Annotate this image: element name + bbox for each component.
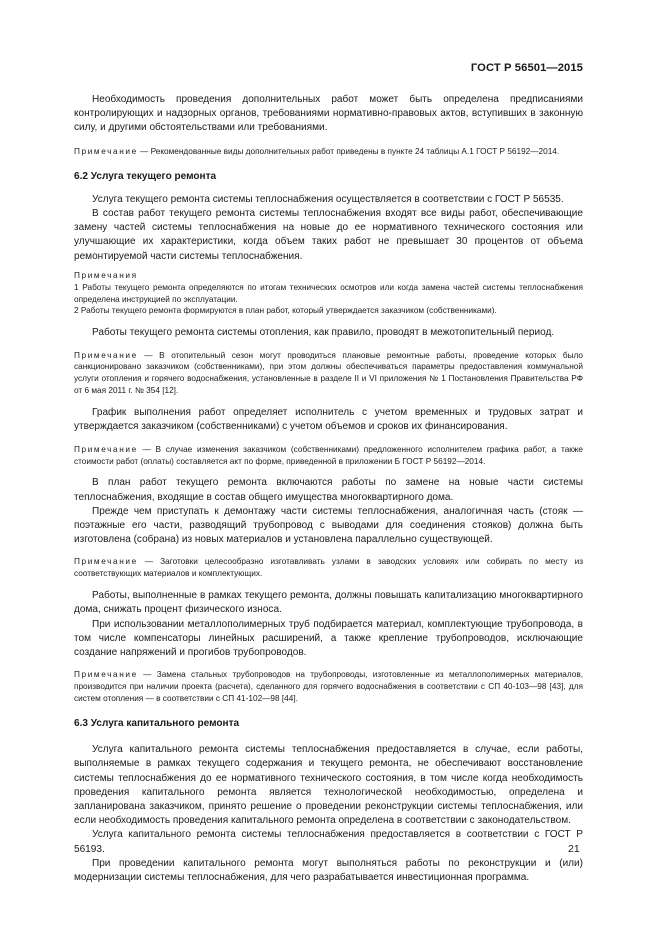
section-heading-6-3: 6.3 Услуга капитального ремонта bbox=[74, 717, 240, 729]
note bbox=[74, 444, 583, 468]
paragraph: При проведении капитального ремонта могут выполняться работы по реконструкции и (или) модернизации системы теплоснабжения, для чего разрабатывается инвестиционная программа. bbox=[74, 857, 583, 883]
paragraph: Необходимость проведения дополнительных работ может быть определена предписаниями контролирующих и надзорных органов, требованиями нормативно-правовых актов, вступивших в законную силу, и другими обстоятельствами или требованиями. bbox=[74, 94, 583, 134]
note-text: — Замена стальных трубопроводов на трубопроводы, изготовленные из металлополимерных материалов, производится при наличии проекта (расчета), сделанного для горячего водоснабжения в соответствии с СП 40-103—98 [43], для систем отопления — в соответствии с СП 41-102—98 [44]. bbox=[74, 670, 583, 704]
paragraph: Работы, выполненные в рамках текущего ремонта, должны повышать капитализацию многоквартирного дома, снижать процент физического износа. bbox=[74, 590, 583, 616]
note-label: Примечание bbox=[74, 350, 138, 360]
note-text: — Рекомендованные виды дополнительных работ приведены в пункте 24 таблицы А.1 ГОСТ Р 56192—2014. bbox=[137, 146, 560, 156]
note bbox=[74, 350, 583, 398]
document-header: ГОСТ Р 56501—2015 bbox=[470, 62, 583, 74]
notes-label: Примечания bbox=[74, 270, 138, 280]
note: 1 Работы текущего ремонта определяются по итогам технических осмотров или когда замена частей системы теплоснабжения определена инструкцией по эксплуатации. bbox=[74, 282, 583, 304]
note-text: — Заготовки целесообразно изготавливать узлами в заводских условиях или собирать по месту из соответствующих материалов и комплектующих. bbox=[74, 557, 583, 579]
note bbox=[74, 146, 583, 158]
page-content bbox=[74, 93, 583, 885]
note bbox=[74, 669, 583, 705]
note bbox=[74, 556, 583, 580]
note-label: Примечание bbox=[74, 146, 138, 156]
section-heading-6-2: 6.2 Услуга текущего ремонта bbox=[74, 170, 217, 182]
page-number: 21 bbox=[568, 843, 580, 855]
note: 2 Работы текущего ремонта формируются в план работ, который утверждается заказчиком (собственниками). bbox=[74, 306, 497, 316]
note-label: Примечание bbox=[74, 557, 138, 567]
paragraph: В план работ текущего ремонта включаются работы по замене на новые части системы теплоснабжения, входящие в состав общего имущества многоквартирного дома. bbox=[74, 477, 583, 503]
paragraph: График выполнения работ определяет исполнитель с учетом временных и трудовых затрат и утверждается заказчиком (собственниками) с учетом объемов и сроков их финансирования. bbox=[74, 407, 583, 433]
paragraph: В состав работ текущего ремонта системы теплоснабжения входят все виды работ, обеспечивающие замену частей системы теплоснабжения на новые до ее нормативного технического состояния или улучшающие их характеристики, когда объем таких работ не превышает 30 процентов от объема ремонтируемой части системы теплоснабжения. bbox=[74, 207, 583, 262]
paragraph: Услуга капитального ремонта системы теплоснабжения предоставляется в случае, если работы, выполняемые в рамках текущего содержания и текущего ремонта, не обеспечивают восстановление системы теплоснабжения до ее нормативного технического состояния, в том числе когда необходимость проведения капитального ремонта является технологической необходимостью, определена и запланирована заказчиком, принято решение о проведении реконструкции системы теплоснабжения, или если необходимость проведения капитального ремонта определена в соответствии с законодательством. bbox=[74, 744, 583, 827]
note-text: — В отопительный сезон могут проводиться плановые ремонтные работы, проведение которых было санкционировано заказчиком (собственниками), при этом должны обеспечиваться параметры предоставления коммунальной услуги отопления и горячего водоснабжения, установленные в разделе II и VI приложения № 1 Постановления Правительства РФ от 6 мая 2011 г. № 354 [12]. bbox=[74, 350, 583, 396]
paragraph: Работы текущего ремонта системы отопления, как правило, проводят в межотопительный период. bbox=[92, 327, 555, 339]
note-label: Примечание bbox=[74, 670, 138, 680]
note-label: Примечание bbox=[74, 444, 138, 454]
paragraph: При использовании металлополимерных труб подбирается материал, комплектующие трубопровода, в том числе компенсаторы линейных расширений, а также крепление трубопроводов, исключающие создание напряжений и прогибов трубопроводов. bbox=[74, 618, 583, 659]
note-text: — В случае изменения заказчиком (собственниками) предложенного исполнителем графика работ, а также стоимости работ (оплаты) составляется акт по форме, приведенной в приложении Б ГОСТ Р 56192—2014. bbox=[74, 444, 583, 466]
paragraph: Услуга капитального ремонта системы теплоснабжения предоставляется в соответствии с ГОСТ Р 56193. bbox=[74, 829, 583, 855]
paragraph: Прежде чем приступать к демонтажу части системы теплоснабжения, аналогичная часть (стояк — поэтажные его части, разводящий трубопровод с выводами для соединения стояков) должна быть изготовлена (собрана) из новых материалов и установлена параллельно существующей. bbox=[74, 505, 583, 546]
paragraph: Услуга текущего ремонта системы теплоснабжения осуществляется в соответствии с ГОСТ Р 56535. bbox=[92, 193, 564, 205]
